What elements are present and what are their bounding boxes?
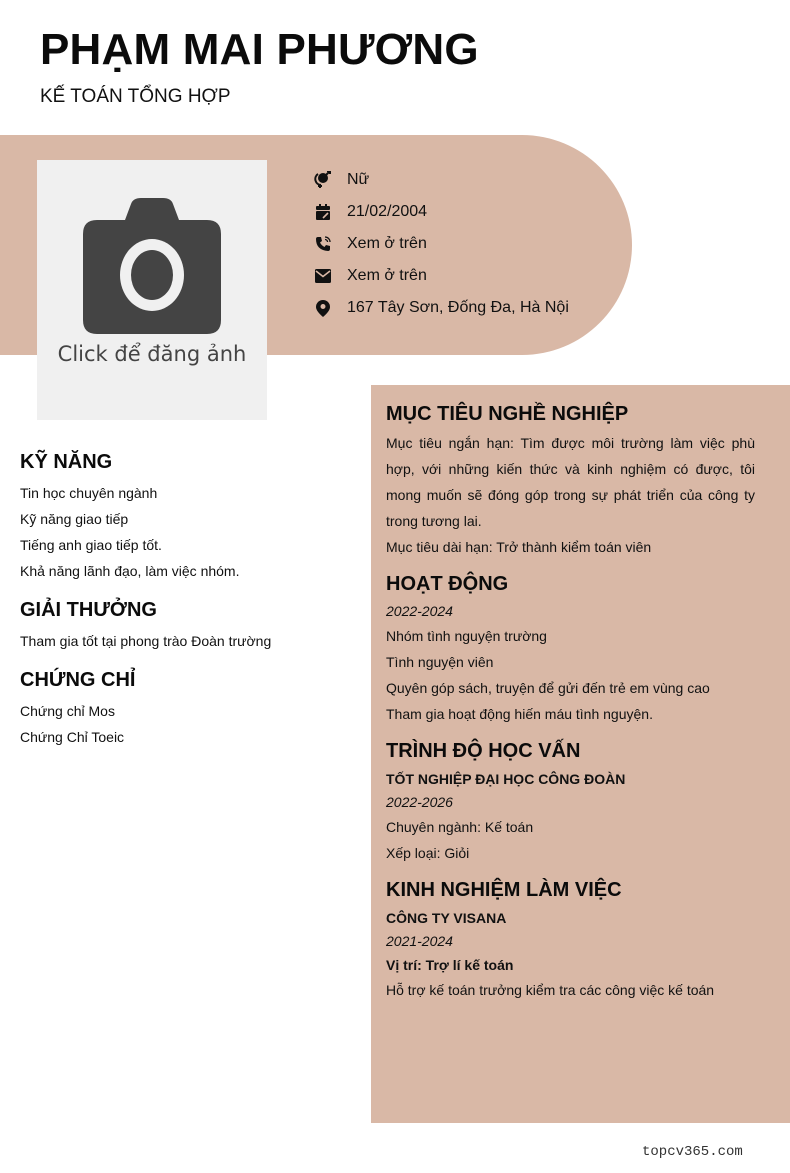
birthday-value: 21/02/2004 [347,203,428,220]
contact-phone[interactable] [314,228,569,260]
calendar-icon [314,203,332,221]
camera-icon [83,198,221,334]
experience-position: Vị trí: Trợ lí kế toán [386,957,514,973]
objective-title: MỤC TIÊU NGHỀ NGHIỆP [386,403,629,425]
skills-title: KỸ NĂNG [20,451,113,473]
map-pin-icon [314,299,332,317]
gender-icon [314,171,332,189]
contact-list [314,164,569,324]
skill-item: Kỹ năng giao tiếp [20,511,129,527]
skill-item: Khả năng lãnh đạo, làm việc nhóm. [20,563,240,579]
activity-item: Tình nguyện viên [386,654,494,670]
address-value: 167 Tây Sơn, Đống Đa, Hà Nội [347,299,569,316]
envelope-icon [314,267,332,285]
experience-section [386,876,755,1003]
contact-email[interactable] [314,260,569,292]
education-period: 2022-2026 [386,794,453,810]
education-grade: Xếp loại: Giỏi [386,845,470,861]
education-section [386,737,755,866]
skill-item: Tiếng anh giao tiếp tốt. [20,537,162,553]
watermark: topcv365.com [642,1144,743,1160]
experience-description: Hỗ trợ kế toán trưởng kiểm tra các công việc kế toán [386,982,715,998]
activities-title: HOẠT ĐỘNG [386,573,509,595]
experience-period: 2021-2024 [386,933,453,949]
activity-item: Tham gia hoạt động hiến máu tình nguyện. [386,706,653,722]
activity-item: Nhóm tình nguyện trường [386,628,547,644]
skill-item: Tin học chuyên ngành [20,485,158,501]
experience-title: KINH NGHIỆM LÀM VIỆC [386,879,622,901]
activities-period: 2022-2024 [386,603,453,619]
activity-item: Quyên góp sách, truyện để gửi đến trẻ em vùng cao [386,680,710,696]
award-item: Tham gia tốt tại phong trào Đoàn trường [20,633,272,649]
certificates-title: CHỨNG CHỈ [20,669,136,691]
activities-section [386,570,755,727]
objective-section [386,400,755,560]
objective-long-term: Mục tiêu dài hạn: Trở thành kiểm toán viên [386,539,652,555]
objective-short-term: Mục tiêu ngắn hạn: Tìm được môi trường làm việc phù hợp, với những kiến thức và kinh nghiệm có được, tôi mong muốn sẽ đóng góp trong sự phát triển của công ty trong tương lai. [386,435,755,529]
education-school: TỐT NGHIỆP ĐẠI HỌC CÔNG ĐOÀN [386,771,626,787]
phone-value: Xem ở trên [347,235,427,252]
left-column [20,448,350,762]
certificates-section [20,666,350,750]
job-title: KẾ TOÁN TỔNG HỢP [40,86,231,107]
experience-company: CÔNG TY VISANA [386,910,507,926]
phone-icon [314,235,332,253]
awards-title: GIẢI THƯỞNG [20,599,157,621]
certificate-item: Chứng Chỉ Toeic [20,729,125,745]
gender-value: Nữ [347,171,370,188]
email-value: Xem ở trên [347,267,427,284]
education-major: Chuyên ngành: Kế toán [386,819,534,835]
skills-section [20,448,350,584]
contact-birthday [314,196,569,228]
candidate-name: PHẠM MAI PHƯƠNG [40,25,479,74]
awards-section [20,596,350,654]
contact-gender [314,164,569,196]
photo-upload-label: Click để đăng ảnh [57,342,247,366]
certificate-item: Chứng chỉ Mos [20,703,115,719]
right-panel [371,385,790,1123]
photo-upload[interactable] [37,160,267,420]
contact-address [314,292,569,324]
education-title: TRÌNH ĐỘ HỌC VẤN [386,740,581,762]
